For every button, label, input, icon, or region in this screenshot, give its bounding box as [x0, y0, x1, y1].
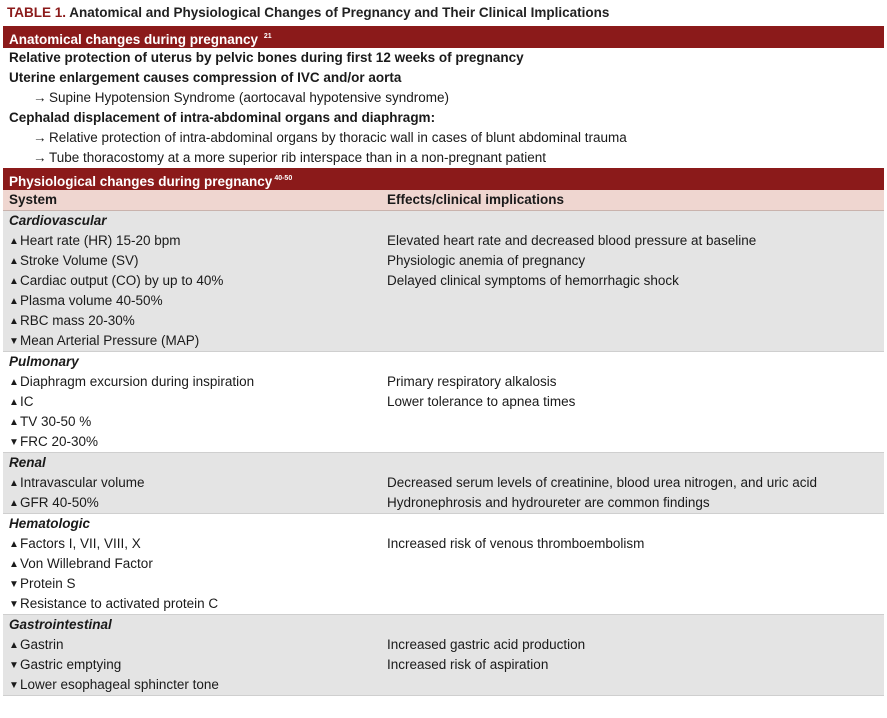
- effect-item: Increased risk of aspiration: [387, 657, 549, 672]
- arrow-down-icon: ▼: [9, 660, 19, 671]
- effect-item: Elevated heart rate and decreased blood pressure at baseline: [387, 233, 757, 248]
- effect-item: Delayed clinical symptoms of hemorrhagic shock: [387, 273, 679, 288]
- anatomical-item: [3, 48, 884, 68]
- arrow-down-icon: ▼: [9, 579, 19, 590]
- change-item: [9, 231, 384, 251]
- effect-item: Physiologic anemia of pregnancy: [387, 253, 586, 268]
- anatomical-section-header: [3, 26, 884, 48]
- change-text: GFR 40-50%: [20, 495, 99, 510]
- anatomical-item: [3, 68, 884, 88]
- change-item: [9, 675, 384, 695]
- effect-item: Hydronephrosis and hydroureter are common findings: [387, 495, 710, 510]
- column-header-system: System: [9, 192, 58, 207]
- change-item: [9, 372, 384, 392]
- anatomical-subitem: [3, 88, 884, 108]
- change-text: IC: [20, 394, 34, 409]
- change-item: [9, 392, 384, 412]
- effect-item: Primary respiratory alkalosis: [387, 374, 557, 389]
- arrow-up-icon: ▲: [9, 377, 19, 388]
- arrow-down-icon: ▼: [9, 680, 19, 691]
- physiological-ref: 40-50: [274, 175, 293, 182]
- table-title: [3, 0, 884, 26]
- anatomical-item: [3, 108, 884, 128]
- anatomical-text: Supine Hypotension Syndrome (aortocaval hypotensive syndrome): [49, 90, 449, 105]
- arrow-up-icon: ▲: [9, 478, 19, 489]
- change-text: Protein S: [20, 576, 76, 591]
- system-group: [3, 352, 884, 453]
- anatomical-text: Tube thoracostomy at a more superior rib interspace than in a non-pregnant patient: [49, 150, 547, 165]
- system-column: [3, 453, 384, 513]
- system-column: [3, 211, 384, 351]
- physiological-heading: Physiological changes during pregnancy: [9, 174, 273, 189]
- anatomical-text: Relative protection of intra-abdominal organs by thoracic wall in cases of blunt abdominal trauma: [49, 130, 627, 145]
- anatomical-ref: 21: [263, 33, 272, 40]
- change-item: [9, 635, 384, 655]
- effect-item: Increased risk of venous thromboembolism: [387, 536, 645, 551]
- effects-column: [384, 514, 884, 614]
- change-item: [9, 412, 384, 432]
- arrow-up-icon: ▲: [9, 236, 19, 247]
- anatomical-subitem: [3, 148, 884, 168]
- change-item: [9, 473, 384, 493]
- change-text: FRC 20-30%: [20, 434, 99, 449]
- arrow-up-icon: ▲: [9, 417, 19, 428]
- arrow-up-icon: ▲: [9, 296, 19, 307]
- arrow-right-icon: →: [33, 90, 47, 105]
- change-text: Stroke Volume (SV): [20, 253, 139, 268]
- change-text: RBC mass 20-30%: [20, 313, 135, 328]
- arrow-down-icon: ▼: [9, 599, 19, 610]
- change-text: Heart rate (HR) 15-20 bpm: [20, 233, 181, 248]
- change-text: Mean Arterial Pressure (MAP): [20, 333, 200, 348]
- arrow-up-icon: ▲: [9, 498, 19, 509]
- system-name: Gastrointestinal: [9, 617, 112, 632]
- table-title-text: Anatomical and Physiological Changes of Pregnancy and Their Clinical Implications: [69, 5, 610, 20]
- arrow-up-icon: ▲: [9, 640, 19, 651]
- column-header-effects: Effects/clinical implications: [387, 192, 565, 207]
- change-item: [9, 432, 384, 452]
- anatomical-subitem: [3, 128, 884, 148]
- change-text: Cardiac output (CO) by up to 40%: [20, 273, 224, 288]
- effects-column: [384, 453, 884, 513]
- arrow-down-icon: ▼: [9, 336, 19, 347]
- change-item: [9, 251, 384, 271]
- change-item: [9, 574, 384, 594]
- change-item: [9, 554, 384, 574]
- column-header-row: [3, 190, 884, 211]
- arrow-up-icon: ▲: [9, 397, 19, 408]
- anatomical-heading: Anatomical changes during pregnancy: [9, 32, 259, 47]
- change-text: Resistance to activated protein C: [20, 596, 219, 611]
- change-item: [9, 655, 384, 675]
- change-text: Plasma volume 40-50%: [20, 293, 163, 308]
- table-label: TABLE 1.: [7, 5, 67, 20]
- arrow-up-icon: ▲: [9, 276, 19, 287]
- change-text: Von Willebrand Factor: [20, 556, 153, 571]
- arrow-down-icon: ▼: [9, 437, 19, 448]
- arrow-up-icon: ▲: [9, 256, 19, 267]
- change-item: [9, 534, 384, 554]
- arrow-up-icon: ▲: [9, 316, 19, 327]
- system-column: [3, 352, 384, 452]
- system-group: [3, 453, 884, 514]
- physiological-section-header: [3, 168, 884, 190]
- change-item: [9, 291, 384, 311]
- change-item: [9, 311, 384, 331]
- change-text: Gastrin: [20, 637, 64, 652]
- system-name: Hematologic: [9, 516, 91, 531]
- system-name: Pulmonary: [9, 354, 79, 369]
- effect-item: Increased gastric acid production: [387, 637, 586, 652]
- change-text: TV 30-50 %: [20, 414, 92, 429]
- arrow-up-icon: ▲: [9, 539, 19, 550]
- effects-column: [384, 352, 884, 452]
- system-name: Cardiovascular: [9, 213, 107, 228]
- change-item: [9, 493, 384, 513]
- arrow-right-icon: →: [33, 130, 47, 145]
- system-column: [3, 514, 384, 614]
- change-text: Intravascular volume: [20, 475, 145, 490]
- system-name: Renal: [9, 455, 46, 470]
- change-text: Diaphragm excursion during inspiration: [20, 374, 255, 389]
- anatomical-text: Cephalad displacement of intra-abdominal organs and diaphragm:: [9, 110, 436, 125]
- system-group: [3, 615, 884, 696]
- effects-column: [384, 211, 884, 351]
- change-item: [9, 594, 384, 614]
- anatomical-text: Uterine enlargement causes compression of IVC and/or aorta: [9, 70, 402, 85]
- change-text: Factors I, VII, VIII, X: [20, 536, 141, 551]
- change-item: [9, 271, 384, 291]
- system-group: [3, 514, 884, 615]
- anatomical-text: Relative protection of uterus by pelvic bones during first 12 weeks of pregnancy: [9, 50, 524, 65]
- arrow-right-icon: →: [33, 150, 47, 165]
- system-group: [3, 211, 884, 352]
- change-text: Lower esophageal sphincter tone: [20, 677, 219, 692]
- change-text: Gastric emptying: [20, 657, 122, 672]
- effect-item: Decreased serum levels of creatinine, blood urea nitrogen, and uric acid: [387, 475, 817, 490]
- effect-item: Lower tolerance to apnea times: [387, 394, 576, 409]
- system-column: [3, 615, 384, 695]
- effects-column: [384, 615, 884, 695]
- physiological-table-body: [3, 211, 884, 696]
- change-item: [9, 331, 384, 351]
- anatomical-list: [3, 48, 884, 168]
- arrow-up-icon: ▲: [9, 559, 19, 570]
